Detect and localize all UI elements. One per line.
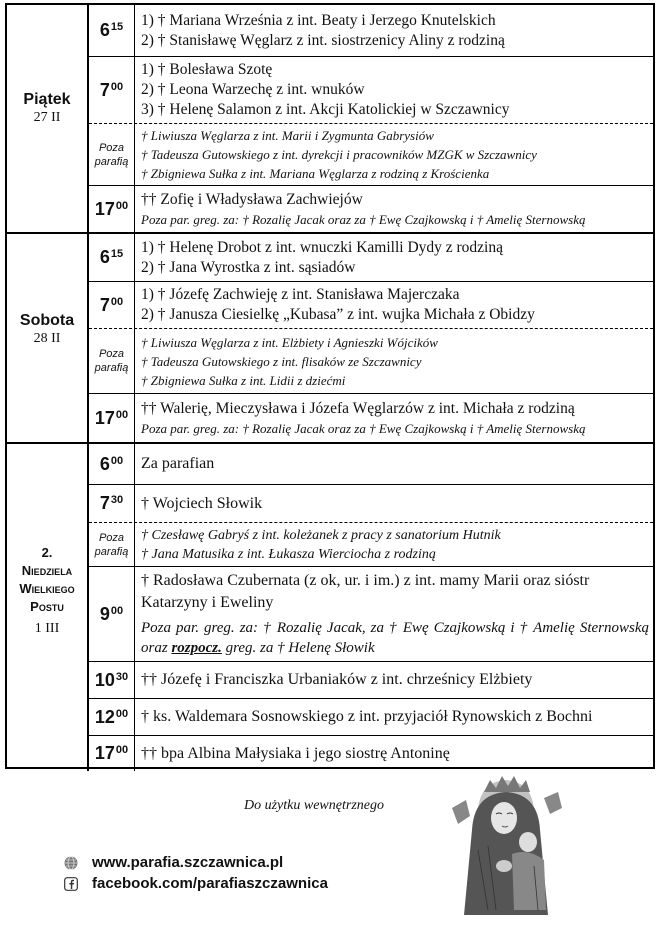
mass-intentions-table xyxy=(5,3,655,769)
mass-intentions xyxy=(141,523,653,566)
mass-row xyxy=(89,281,653,328)
intention-line: 2) † Jana Wyrostka z int. sąsiadów xyxy=(141,258,356,276)
mass-time: 6 $^{15}$ xyxy=(89,5,135,56)
intention-line: 1) † Helenę Drobot z int. wnuczki Kamilli Dydy z rodziną xyxy=(141,238,503,256)
mass-row xyxy=(89,444,653,484)
mass-row xyxy=(89,56,653,123)
mass-time: 6 $^{00}$ xyxy=(89,444,135,484)
internal-use-note: Do użytku wewnętrznego xyxy=(244,798,384,813)
mass-time: 9 $^{00}$ xyxy=(89,567,135,661)
mass-time: 17 $^{00}$ xyxy=(89,394,135,442)
day-block-saturday xyxy=(7,232,653,442)
contact-links xyxy=(64,852,328,894)
day-block-friday xyxy=(7,5,653,232)
mass-intentions xyxy=(141,329,653,393)
intention-line: 1) † Mariana Września z int. Beaty i Jerzego Knutelskich xyxy=(141,11,496,29)
day-name: Sobota xyxy=(19,312,75,329)
website-link[interactable]: www.parafia.szczawnica.pl xyxy=(92,854,284,871)
mass-row xyxy=(89,393,653,442)
mass-row xyxy=(89,698,653,735)
mass-intentions xyxy=(141,57,653,123)
mass-row xyxy=(89,735,653,771)
intention-line: 3) † Helenę Salamon z int. Akcji Katolickiej w Szczawnicy xyxy=(141,101,510,118)
mass-intentions xyxy=(141,485,653,522)
outside-parish-row xyxy=(89,123,653,185)
mass-intentions xyxy=(141,699,653,735)
outside-parish-label: Poza parafią xyxy=(89,124,135,185)
day-name-line: Wielkiego xyxy=(19,581,75,596)
intention-line: † Tadeusza Gutowskiego z int. dyrekcji i pracowników MZGK w Szczawnicy xyxy=(141,147,537,162)
mass-row xyxy=(89,185,653,232)
mass-time: 12 $^{00}$ xyxy=(89,699,135,735)
day-cell-friday xyxy=(7,5,89,232)
intention-line: † Jana Matusika z int. Łukasza Wierciocha z rodziną xyxy=(141,546,436,562)
sunday-number: 2. xyxy=(41,545,53,560)
mass-intentions xyxy=(141,234,653,281)
intention-line: † Zbigniewa Sułka z int. Mariana Węglarza z rodziną z Krościenka xyxy=(141,166,490,181)
gregorian-note: Poza par. greg. za: † Rozalię Jacak oraz za † Ewę Czajkowską i † Amelię Sternowską xyxy=(141,211,586,227)
our-lady-icon-image xyxy=(448,770,566,920)
day-name-line: Postu xyxy=(30,599,64,614)
intention-text: † Radosława Czubernata (z ok, ur. i im.) z int. mamy Marii oraz sióstr Katarzyny i Eweliny xyxy=(141,572,590,611)
day-date: 28 II xyxy=(33,331,61,346)
intention-line: † Tadeusza Gutowskiego z int. flisaków ze Szczawnicy xyxy=(141,353,422,369)
mass-time: 7 $^{00}$ xyxy=(89,282,135,328)
intention-line: 2) † Stanisławę Węglarz z int. siostrzenicy Aliny z rodziną xyxy=(141,31,505,49)
outside-parish-row xyxy=(89,522,653,566)
day-name: Piątek xyxy=(23,91,71,108)
mass-time: 17 $^{00}$ xyxy=(89,186,135,232)
intention-line: † ks. Waldemara Sosnowskiego z int. przyjaciół Rynowskich z Bochni xyxy=(141,708,593,725)
intention-line: †† Walerię, Mieczysława i Józefa Węglarzów z int. Michała z rodziną xyxy=(141,399,575,417)
day-date: 1 III xyxy=(34,621,60,636)
mass-intentions xyxy=(141,736,653,771)
outside-parish-label: Poza parafią xyxy=(89,523,135,566)
gregorian-note: Poza par. greg. za: † Rozalię Jacak, za † Ewę Czajkowską i † Amelię Sternowską oraz rozpocz. greg. za † Helenę Słowik xyxy=(141,620,649,656)
intention-line: 2) † Leona Warzechę z int. wnuków xyxy=(141,81,365,98)
mass-row xyxy=(89,661,653,698)
outside-parish-label: Poza parafią xyxy=(89,329,135,393)
mass-time: 7 $^{00}$ xyxy=(89,57,135,123)
day-cell-saturday xyxy=(7,234,89,442)
intention-line: 2) † Janusza Ciesielkę „Kubasa” z int. wujka Michała z Obidzy xyxy=(141,306,535,323)
facebook-link[interactable]: facebook.com/parafiaszczawnica xyxy=(92,875,328,892)
gregorian-note: Poza par. greg. za: † Rozalię Jacak oraz za † Ewę Czajkowską i † Amelię Sternowską xyxy=(141,420,586,436)
facebook-icon xyxy=(64,877,78,891)
mass-intentions xyxy=(141,186,653,232)
intention-line: † Czesławę Gabryś z int. koleżanek z pracy z sanatorium Hutnik xyxy=(141,527,501,543)
mass-intentions xyxy=(141,444,653,484)
mass-intentions xyxy=(141,5,653,56)
mass-row xyxy=(89,566,653,661)
mass-row xyxy=(89,5,653,56)
day-date: 27 II xyxy=(33,110,61,125)
mass-row xyxy=(89,484,653,522)
mass-time: 10 $^{30}$ xyxy=(89,662,135,698)
outside-parish-row xyxy=(89,328,653,393)
facebook-link-row[interactable] xyxy=(64,873,328,894)
mass-intentions xyxy=(141,124,653,185)
mass-intentions xyxy=(141,282,653,328)
intention-line: 1) † Józefę Zachwieję z int. Stanisława Majerczaka xyxy=(141,286,460,303)
mass-time: 17 $^{00}$ xyxy=(89,736,135,771)
day-name-line: Niedziela xyxy=(21,563,73,578)
mass-row xyxy=(89,234,653,281)
mass-time: 7 $^{30}$ xyxy=(89,485,135,522)
intention-line: † Liwiusza Węglarza z int. Marii i Zygmunta Gabrysiów xyxy=(141,128,434,143)
mass-intentions xyxy=(141,394,653,442)
intention-line: †† Zofię i Władysława Zachwiejów xyxy=(141,190,363,208)
intention-line: 1) † Bolesława Szotę xyxy=(141,61,273,78)
globe-icon xyxy=(64,856,78,870)
intention-line: † Liwiusza Węglarza z int. Elżbiety i Agnieszki Wójcików xyxy=(141,334,438,350)
mass-time: 6 $^{15}$ xyxy=(89,234,135,281)
intention-line: †† Józefę i Franciszka Urbaniaków z int. chrześnicy Elżbiety xyxy=(141,671,533,688)
emphasized-word: rozpocz. xyxy=(171,640,222,656)
website-link-row[interactable] xyxy=(64,852,328,873)
day-block-sunday xyxy=(7,442,653,767)
mass-intentions xyxy=(141,662,653,698)
intention-line: † Zbigniewa Sułka z int. Lidii z dziećmi xyxy=(141,372,346,388)
intention-line: †† bpa Albina Małysiaka i jego siostrę Antoninę xyxy=(141,744,450,762)
intention-line: † Wojciech Słowik xyxy=(141,494,263,512)
intention-line: Za parafian xyxy=(141,455,215,472)
day-cell-sunday xyxy=(7,444,89,771)
mass-intentions xyxy=(141,567,653,661)
